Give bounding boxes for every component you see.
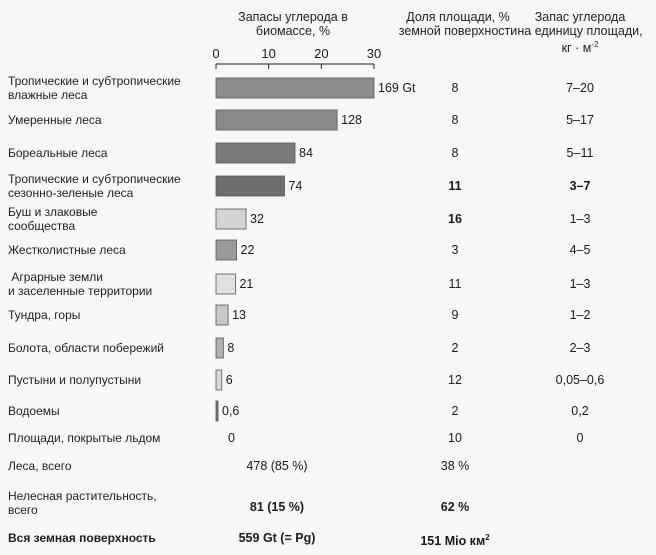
carbon-stock-unit-exponent: -2: [591, 40, 599, 49]
carbon-stock-unit: кг · м: [561, 41, 592, 56]
area-share-header-text: Доля площади, % земной поверхности: [398, 10, 518, 38]
summary-label-line: Нелесная растительность,: [8, 489, 157, 503]
category-label: [8, 270, 213, 298]
summary-label: [8, 459, 213, 473]
x-tick-label: 20: [314, 46, 329, 61]
category-label-line: Аграрные земли: [8, 270, 103, 284]
biomass-header-text: Запасы углерода в биомассе, %: [238, 10, 348, 38]
category-label-line: Тундра, горы: [8, 308, 81, 322]
summary-biomass-value: 81 (15 %): [249, 500, 305, 514]
bar-value-label: 84: [299, 146, 313, 160]
category-label: [8, 172, 213, 200]
carbon-stock-value: 5–17: [566, 113, 594, 127]
category-label: [8, 404, 213, 418]
x-tick-label: 0: [212, 46, 220, 61]
category-label-line: и заселенные территории: [8, 284, 153, 298]
area-share-value: 12: [448, 373, 462, 387]
category-label-line: Пустыни и полупустыни: [8, 373, 142, 387]
area-share-value: 8: [451, 113, 459, 127]
category-label-line: Жестколистные леса: [8, 243, 126, 257]
carbon-stock-value: 0: [576, 431, 584, 445]
category-label: [8, 205, 213, 233]
carbon-stock-value: 1–2: [569, 308, 591, 322]
area-share-value: 10: [448, 431, 462, 445]
area-share-value: 3: [451, 243, 459, 257]
carbon-stock-value: 0,2: [571, 404, 589, 418]
category-label-line: Площади, покрытые льдом: [8, 431, 161, 445]
bar: [216, 338, 223, 358]
bar-value-label: 32: [250, 212, 264, 226]
bar-value-label: 22: [240, 243, 255, 257]
summary-area-share-text: 62 %: [440, 500, 470, 514]
category-label-line: сезонно-зеленые леса: [8, 186, 134, 200]
area-share-value: 11: [448, 277, 462, 291]
carbon-stock-value: 2–3: [569, 341, 591, 355]
bar-value-label: 21: [239, 277, 254, 291]
summary-label-line: Леса, всего: [8, 459, 72, 473]
bar: [216, 143, 295, 163]
category-label-line: Водоемы: [8, 404, 60, 418]
area-share-value: 2: [451, 341, 459, 355]
bar: [216, 370, 222, 390]
summary-biomass-value: 478 (85 %): [246, 459, 308, 473]
carbon-stock-value: 0,05–0,6: [555, 373, 605, 387]
area-share-value: 8: [451, 146, 459, 160]
summary-area-share-value: [400, 531, 510, 548]
summary-label-line: всего: [8, 503, 38, 517]
bar: [216, 401, 218, 421]
summary-label-line: Вся земная поверхность: [8, 531, 156, 545]
bar: [216, 110, 337, 130]
category-label-line: влажные леса: [8, 88, 88, 102]
summary-area-share-exponent: 2: [485, 533, 490, 542]
bar: [216, 78, 374, 98]
summary-label: [8, 489, 213, 517]
bar-value-label: 13: [232, 308, 247, 322]
category-label: [8, 243, 213, 257]
category-label: [8, 113, 213, 127]
area-share-value: 16: [448, 212, 462, 226]
carbon-stock-value: 1–3: [569, 277, 591, 291]
x-tick-label: 30: [366, 46, 382, 61]
category-label: [8, 146, 213, 160]
area-share-value: 11: [448, 179, 462, 193]
category-label: [8, 373, 213, 387]
category-label-line: сообщества: [8, 219, 76, 233]
bar-value-label: 74: [288, 179, 303, 193]
bar-value-label: 6: [225, 373, 233, 387]
carbon-stock-header-line1: Запас углерода: [534, 10, 626, 24]
area-share-value: 2: [451, 404, 459, 418]
category-label: [8, 341, 213, 355]
bar-value-label: 0: [228, 431, 235, 445]
area-share-value: 8: [451, 81, 459, 95]
category-label: [8, 308, 213, 322]
category-label: [8, 74, 213, 102]
summary-area-share-text: 38 %: [440, 459, 470, 473]
bar-value-label: 128: [341, 113, 362, 127]
bar-value-label: 0,6: [222, 404, 240, 418]
carbon-stock-value: 1–3: [569, 212, 591, 226]
bar: [216, 176, 284, 196]
carbon-stock-value: 5–11: [566, 146, 594, 160]
bar: [216, 209, 246, 229]
category-label-line: Умеренные леса: [8, 113, 102, 127]
bar: [216, 274, 235, 294]
summary-area-share-text: 151 Mio км: [420, 534, 486, 549]
carbon-stock-value: 4–5: [569, 243, 591, 257]
summary-area-share-value: [400, 500, 510, 514]
summary-label: [8, 531, 213, 545]
category-label: [8, 431, 213, 445]
category-label-line: Бореальные леса: [8, 146, 108, 160]
x-tick-label: 10: [261, 46, 276, 61]
carbon-stock-value: 7–20: [566, 81, 594, 95]
carbon-stock-header-line2: на единицу площади,: [517, 24, 643, 38]
category-label-line: Болота, области побережий: [8, 341, 164, 355]
category-label-line: Тропические и субтропические: [8, 172, 181, 186]
x-axis: [212, 46, 381, 69]
bar-value-label: 169 Gt: [378, 81, 416, 95]
area-share-value: 9: [451, 308, 459, 322]
category-label-line: Тропические и субтропические: [8, 74, 181, 88]
summary-biomass-value: 559 Gt (= Pg): [238, 531, 316, 545]
summary-area-share-value: [400, 459, 510, 473]
carbon-stock-value: 3–7: [569, 179, 591, 193]
bar: [216, 305, 228, 325]
bar-value-label: 8: [227, 341, 235, 355]
bar: [216, 240, 237, 260]
category-label-line: Буш и злаковые: [8, 205, 98, 219]
